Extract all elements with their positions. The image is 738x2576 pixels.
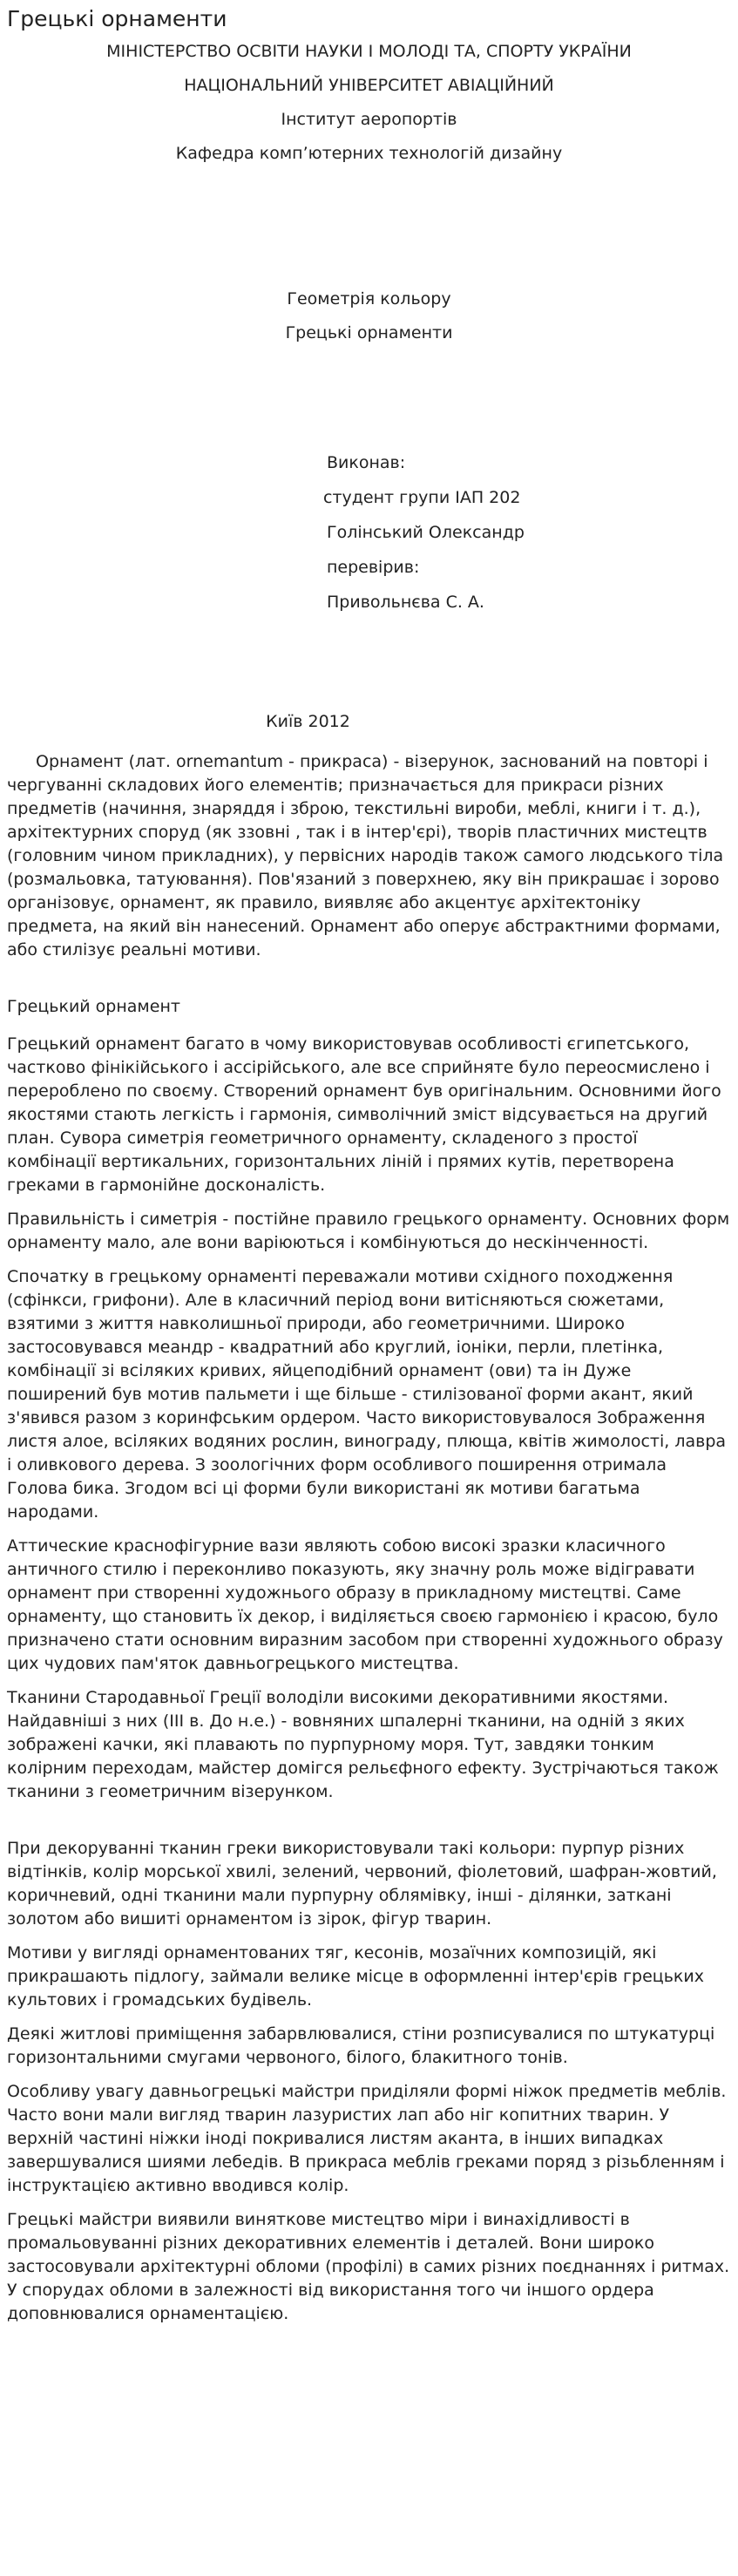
document-page xyxy=(0,5,738,2326)
body-paragraph: Деякі житлові приміщення забарвлювалися, стіни розписувалися по штукатурці горизонтальними смугами червоного, білого, блакитного тонів. xyxy=(7,2024,715,2067)
document-title: Грецькі орнаменти xyxy=(7,6,227,31)
university-line: НАЦІОНАЛЬНИЙ УНІВЕРСИТЕТ АВІАЦІЙНИЙ xyxy=(184,76,554,95)
body-paragraph: Аттические краснофігурние вази являють собою високі зразки класичного античного стилю і переконливо показують, яку значну роль може відігравати орнамент при створенні художнього образу в прикладному мистецтві. Саме орнаменту, що становить їх декор, і виділяється своєю гармонією і красою, було призначено стати основним виразним засобом при створенні художнього образу цих чудових пам'яток давньогрецького мистецтва. xyxy=(7,1536,723,1673)
body-paragraph: При декоруванні тканин греки використовували такі кольори: пурпур різних відтінків, колір морської хвилі, зелений, червоний, фіолетовий, шафран-жовтий, коричневий, одні тканини мали пурпурну облямівку, інші - ділянки, заткані золотом або вишиті орнаментом із зірок, фігур тварин. xyxy=(7,1839,717,1929)
student-group: студент групи ІАП 202 xyxy=(323,488,521,507)
body-paragraph: Грецькі майстри виявили виняткове мистецтво міри і винахідливості в промальовуванні різних декоративних елементів і деталей. Вони широко застосовували архітектурні обломи (профілі) в самих різних поєднаннях і ритмах. У спорудах обломи в залежності від використання того чи іншого ордера доповнювалися орнаментацією. xyxy=(7,2210,730,2323)
title-page-topic xyxy=(7,288,731,345)
performed-label: Виконав: xyxy=(327,453,406,472)
institute-line: Інститут аеропортів xyxy=(281,110,457,129)
document-body xyxy=(7,750,731,2326)
body-paragraph: Правильність і симетрія - постійне правило грецького орнаменту. Основних форм орнаменту мало, але вони варіюються і комбінуються до нескінченності. xyxy=(7,1210,730,1252)
title-page-header xyxy=(7,40,731,166)
body-paragraph: Мотиви у вигляді орнаментованих тяг, кесонів, мозаїчних композицій, які прикрашають підлогу, займали велике місце в оформленні інтер'єрів грецьких культових і громадських будівель. xyxy=(7,1943,704,2010)
body-paragraph: Особливу увагу давньогрецькі майстри приділяли формі ніжок предметів меблів. Часто вони мали вигляд тварин лазуристих лап або ніг копитних тварин. У верхній частині ніжки іноді покривалися листям аканта, в інших випадках завершувалися шиями лебедів. В прикраса меблів греками поряд з різьбленням і інструктацією активно вводився колір. xyxy=(7,2082,727,2195)
checked-label: перевірив: xyxy=(327,558,420,577)
body-paragraph: Спочатку в грецькому орнаменті переважали мотиви східного походження (сфінкси, грифони). Але в класичний період вони витісняються сюжетами, взятими з життя навколишньої природи, або геометричними. Широко застосовувався меандр - квадратний або круглий, іоніки, перли, плетінка, комбінації зі всіляких кривих, яйцеподібний орнамент (ови) та ін Дуже поширений був мотив пальмети і ще більше - стилізованої форми акант, який з'явився разом з коринфським ордером. Часто використовувалося Зображення листя алое, всіляких водяних рослин, винограду, плюща, квітів жимолості, лавра і оливкового дерева. З зоологічних форм особливого поширення отримала Голова бика. Згодом всі ці форми були використані як мотиви багатьма народами. xyxy=(7,1267,727,1522)
topic-line: Грецькі орнаменти xyxy=(285,323,453,342)
student-name: Голінський Олександр xyxy=(327,523,525,542)
subject-line: Геометрія кольору xyxy=(287,289,451,308)
body-paragraph: Тканини Стародавньої Греції володіли високими декоративними якостями. Найдавніші з них (III в. До н.е.) - вовняних шпалерні тканини, на одній з яких зображені качки, які плавають по пурпурному моря. Тут, завдяки тонким колірним переходам, майстер домігся рельєфного ефекту. Зустрічаються також тканини з геометричним візерунком. xyxy=(7,1688,719,1801)
department-line: Кафедра комп’ютерних технологій дизайну xyxy=(175,144,563,163)
intro-paragraph: Орнамент (лат. ornemantum - прикраса) - візерунок, заснований на повторі і чергуванні складових його елементів; призначається для прикраси різних предметів (начиння, знаряддя і зброю, текстильні вироби, меблі, книги і т. д.), архітектурних споруд (як ззовні , так і в інтер'єрі), творів пластичних мистецтв (головним чином прикладних), у первісних народів також самого людського тіла (розмальовка, татуювання). Пов'язаний з поверхнею, яку він прикрашає і зорово організовує, орнамент, як правило, виявляє або акцентує архітектоніку предмета, на який він нанесений. Орнамент або оперує абстрактними формами, або стилізує реальні мотиви. xyxy=(7,752,724,959)
body-paragraph: Грецький орнамент багато в чому використовував особливості єгипетського, частково фінікійського і ассірійського, але все сприйняте було переосмислено і перероблено по своєму. Створений орнамент був оригінальним. Основними його якостями стають легкість і гармонія, символічний зміст відсувається на другий план. Сувора симетрія геометричного орнаменту, складеного з простої комбінації вертикальних, горизонтальних ліній і прямих кутів, перетворена греками в гармонійне досконалість. xyxy=(7,1034,721,1195)
city-year: Київ 2012 xyxy=(266,712,350,731)
ministry-line: МІНІСТЕРСТВО ОСВІТИ НАУКИ І МОЛОДІ ТА, СПОРТУ УКРАЇНИ xyxy=(106,42,632,61)
section-heading: Грецький орнамент xyxy=(7,997,180,1016)
checker-name: Привольнєва С. А. xyxy=(327,593,484,612)
author-block xyxy=(323,451,731,614)
